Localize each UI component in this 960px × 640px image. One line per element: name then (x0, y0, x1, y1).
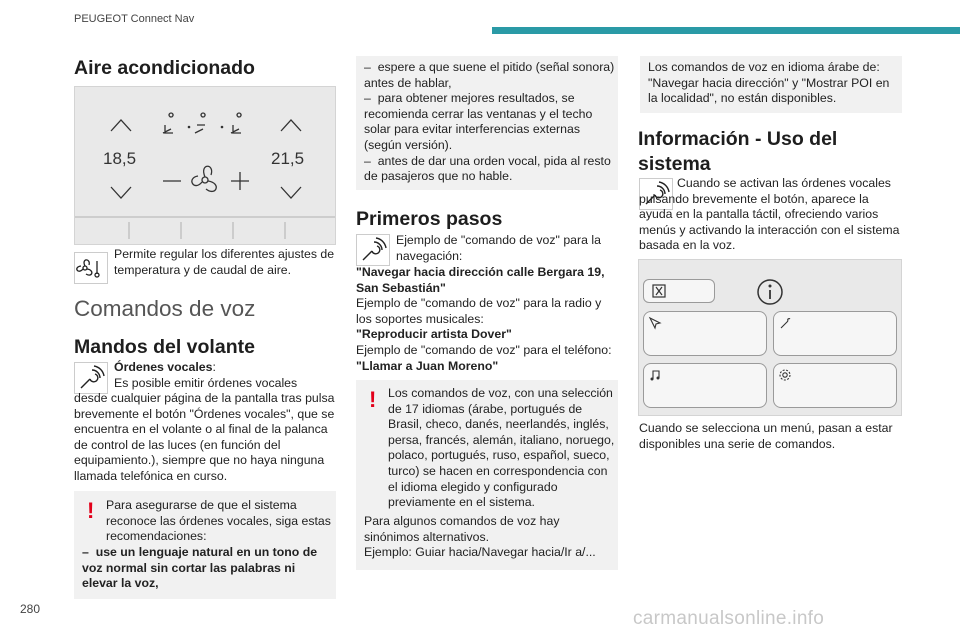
example1-label: Ejemplo de "comando de voz" para la navegación: (396, 233, 601, 263)
heading-steering-wheel-controls: Mandos del volante (74, 336, 255, 358)
music-tile[interactable] (643, 363, 767, 408)
info-text: Cuando se activan las órdenes vocales pulsando brevemente el botón, aparece la ayuda en la pantalla táctil, ofreciendo varios menús y activando la interacción con el sistema basada en la voz. (639, 176, 900, 253)
note-arabic (640, 56, 902, 113)
example2-command: "Reproducir artista Dover" (356, 327, 512, 342)
example3-command: "Llamar a Juan Moreno" (356, 358, 499, 373)
note1-bold: – use un lenguaje natural en un tono de voz normal sin cortar las palabras ni elevar la voz, (82, 545, 318, 591)
tip-3-text: antes de dar una orden vocal, pida al resto de pasajeros que no hable. (364, 153, 611, 184)
note2-text-c: Ejemplo: Guiar hacia/Navegar hacia/Ir a/... (364, 545, 596, 559)
header-accent-bar (492, 27, 960, 34)
example3-label: Ejemplo de "comando de voz" para el teléfono: (356, 342, 612, 357)
voice-command-icon (356, 234, 390, 266)
settings-tile[interactable] (773, 363, 897, 408)
music-note-icon (648, 368, 662, 382)
tips-list (364, 60, 616, 185)
tip-item: – espere a que suene el pitido (señal sonora) antes de hablar, (364, 60, 615, 90)
note-tips (356, 56, 618, 190)
note-languages (356, 380, 618, 570)
airflow-feet-icon (231, 113, 241, 133)
info-circle-icon[interactable] (756, 278, 784, 306)
close-tile[interactable] (643, 279, 715, 303)
voice-orders-intro: Órdenes vocales: Es posible emitir órdenes vocales (114, 360, 298, 390)
temp-left-down-icon (111, 187, 131, 198)
heading-first-steps: Primeros pasos (356, 208, 503, 230)
heading-voice-commands: Comandos de voz (74, 296, 256, 321)
temp-left-up-icon (111, 120, 131, 131)
tip-1-text: espere a que suene el pitido (señal sonora) antes de hablar, (364, 60, 615, 90)
warning-exclamation-icon: ! (87, 498, 95, 523)
tip-item: – para obtener mejores resultados, se recomienda cerrar las ventanas y el techo solar para evitar interferencias externas (según versión). (364, 91, 593, 152)
settings-gear-icon (778, 368, 792, 382)
close-box-icon[interactable] (652, 284, 666, 298)
heading-air-conditioning: Aire acondicionado (74, 57, 255, 79)
navigation-arrow-icon (648, 316, 662, 330)
menu-text: Cuando se selecciona un menú, pasan a estar disponibles una serie de comandos. (639, 421, 893, 451)
temp-right-down-icon (281, 187, 301, 198)
tip-item: – antes de dar una orden vocal, pida al resto de pasajeros que no hable. (364, 153, 611, 184)
voice-orders-label: Órdenes vocales (114, 360, 213, 374)
phone-tile[interactable] (773, 311, 897, 356)
note2-text-b: Para algunos comandos de voz hay sinónimos alternativos. (364, 514, 560, 544)
airflow-up-icon (163, 113, 173, 133)
ac-control-panel (74, 86, 336, 245)
note1-bold-text: use un lenguaje natural en un tono de voz normal sin cortar las palabras ni elevar la voz, (82, 545, 318, 591)
header-title: PEUGEOT Connect Nav (74, 13, 195, 25)
note-voice-recommendations (74, 491, 336, 599)
temp-right-up-icon (281, 120, 301, 131)
fan-temperature-icon (74, 252, 108, 284)
phone-icon (778, 316, 792, 330)
ac-description: Permite regular los diferentes ajustes de temperatura y de caudal de aire. (114, 247, 335, 277)
example2-label: Ejemplo de "comando de voz" para la radio y los soportes musicales: (356, 296, 602, 326)
voice-help-screen (638, 259, 902, 416)
fan-icon (192, 166, 216, 191)
airflow-face-icon (195, 113, 205, 133)
heading-info-use: Información - Uso del sistema (638, 128, 838, 175)
navigation-tile[interactable] (643, 311, 767, 356)
note2-text-a: Los comandos de voz, con una selección de 17 idiomas (árabe, portugués de Brasil, checo, danés, neerlandés, inglés, persa, francés, alemán, italiano, noruego, polaco, portugués, ruso, español, sueco, turco) se hacen en correspondencia con el idioma elegido y configurado previamente en el sistema. (388, 386, 615, 510)
note3-text: Los comandos de voz en idioma árabe de: "Navegar hacia dirección" y "Mostrar POI en la localidad", no están disponibles. (648, 60, 890, 106)
note1-text: Para asegurarse de que el sistema reconoce las órdenes vocales, siga estas recomendaciones: (106, 498, 331, 544)
voice-command-icon (74, 362, 108, 394)
examples-block (356, 265, 618, 374)
temp-right-value: 21,5 (271, 149, 305, 168)
temp-left-value: 18,5 (103, 149, 137, 168)
warning-exclamation-icon: ! (369, 387, 377, 412)
example1-command: "Navegar hacia dirección calle Bergara 19, San Sebastián" (356, 265, 605, 295)
voice-orders-body: desde cualquier página de la pantalla tras pulsa brevemente el botón "Órdenes vocales", que se encuentra en el volante o al final de la palanca de control de las luces (en función del equipamiento.), siempre que no haya ninguna llamada telefónica en curso. (74, 391, 335, 483)
page-number: 280 (20, 602, 41, 616)
tip-2-text: para obtener mejores resultados, se recomienda cerrar las ventanas y el techo solar para evitar interferencias externas (según versión). (364, 91, 593, 152)
watermark: carmanualsonline.info (633, 608, 825, 629)
voice-orders-line1: Es posible emitir órdenes vocales (114, 375, 298, 390)
